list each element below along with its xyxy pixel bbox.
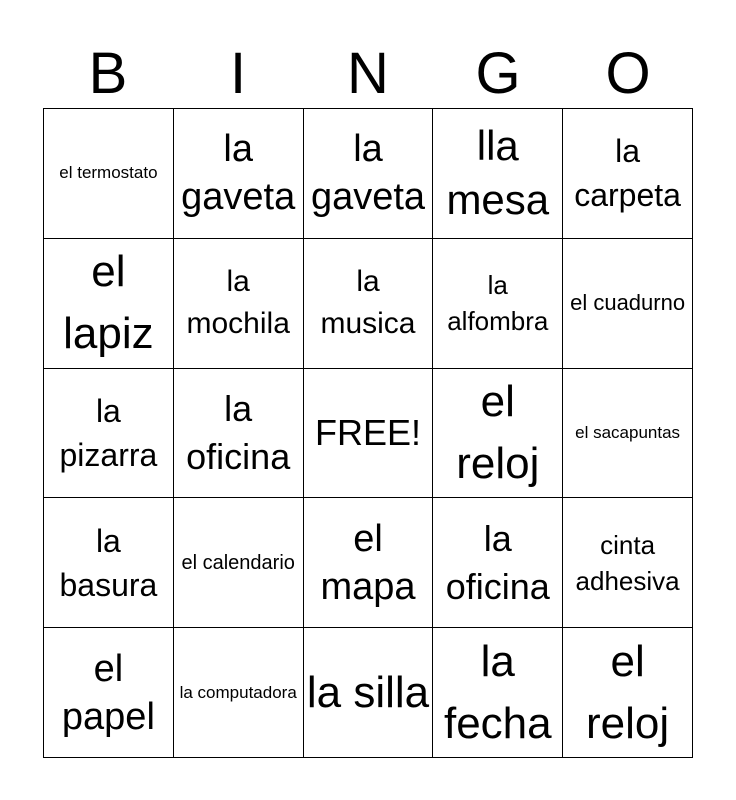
header-letter-g: G xyxy=(475,41,521,106)
bingo-cell[interactable] xyxy=(433,369,563,499)
cell-text: el cuadurno xyxy=(570,290,686,316)
cell-text: la carpeta xyxy=(574,133,681,214)
bingo-cell[interactable] xyxy=(563,369,693,499)
header-letter-o: O xyxy=(605,41,651,106)
bingo-cell[interactable] xyxy=(174,369,304,499)
cell-text: la alfombra xyxy=(447,270,549,337)
bingo-cell[interactable] xyxy=(563,239,693,369)
cell-text: la gaveta xyxy=(310,128,426,219)
bingo-cell[interactable] xyxy=(174,628,304,758)
cell-text: la basura xyxy=(59,522,158,603)
cell-text: la pizarra xyxy=(59,392,158,473)
cell-text: la mochila xyxy=(186,265,290,341)
cell-text: la oficina xyxy=(445,517,550,607)
bingo-cell[interactable] xyxy=(304,239,434,369)
cell-text: el calendario xyxy=(181,551,295,574)
bingo-cell[interactable] xyxy=(44,628,174,758)
cell-text: la oficina xyxy=(186,387,291,477)
bingo-cell[interactable] xyxy=(304,628,434,758)
bingo-cell[interactable] xyxy=(44,498,174,628)
bingo-cell[interactable] xyxy=(304,109,434,239)
bingo-cell[interactable] xyxy=(44,239,174,369)
bingo-cell[interactable] xyxy=(563,109,693,239)
cell-text: la musica xyxy=(320,265,416,341)
bingo-cell[interactable] xyxy=(563,498,693,628)
bingo-cell[interactable] xyxy=(433,628,563,758)
bingo-cell[interactable] xyxy=(563,628,693,758)
bingo-card-grid xyxy=(43,108,693,758)
cell-text: la fecha xyxy=(443,636,552,748)
cell-text: la silla xyxy=(306,667,430,717)
bingo-cell[interactable] xyxy=(433,109,563,239)
bingo-cell[interactable] xyxy=(174,498,304,628)
cell-text: el reloj xyxy=(456,376,540,488)
cell-text: FREE! xyxy=(314,411,421,453)
header-letter-b: B xyxy=(88,41,128,106)
cell-text: el sacapuntas xyxy=(575,422,681,442)
bingo-cell[interactable] xyxy=(44,369,174,499)
cell-text: el papel xyxy=(61,647,155,738)
bingo-cell[interactable] xyxy=(174,109,304,239)
cell-text: el reloj xyxy=(586,636,670,748)
cell-text: cinta adhesiva xyxy=(575,529,680,596)
cell-text: el lapiz xyxy=(63,247,154,359)
bingo-cell[interactable] xyxy=(433,498,563,628)
cell-text: la computadora xyxy=(179,682,297,702)
cell-text: la gaveta xyxy=(181,128,296,219)
bingo-cell[interactable] xyxy=(304,498,434,628)
cell-text: el mapa xyxy=(320,517,416,608)
bingo-header xyxy=(43,40,693,108)
bingo-cell[interactable] xyxy=(174,239,304,369)
header-letter-n: N xyxy=(347,41,389,106)
free-space[interactable] xyxy=(304,369,434,499)
cell-text: lla mesa xyxy=(446,122,550,224)
bingo-cell[interactable] xyxy=(433,239,563,369)
header-letter-i: I xyxy=(229,41,247,106)
bingo-cell[interactable] xyxy=(44,109,174,239)
cell-text: el termostato xyxy=(59,163,158,183)
